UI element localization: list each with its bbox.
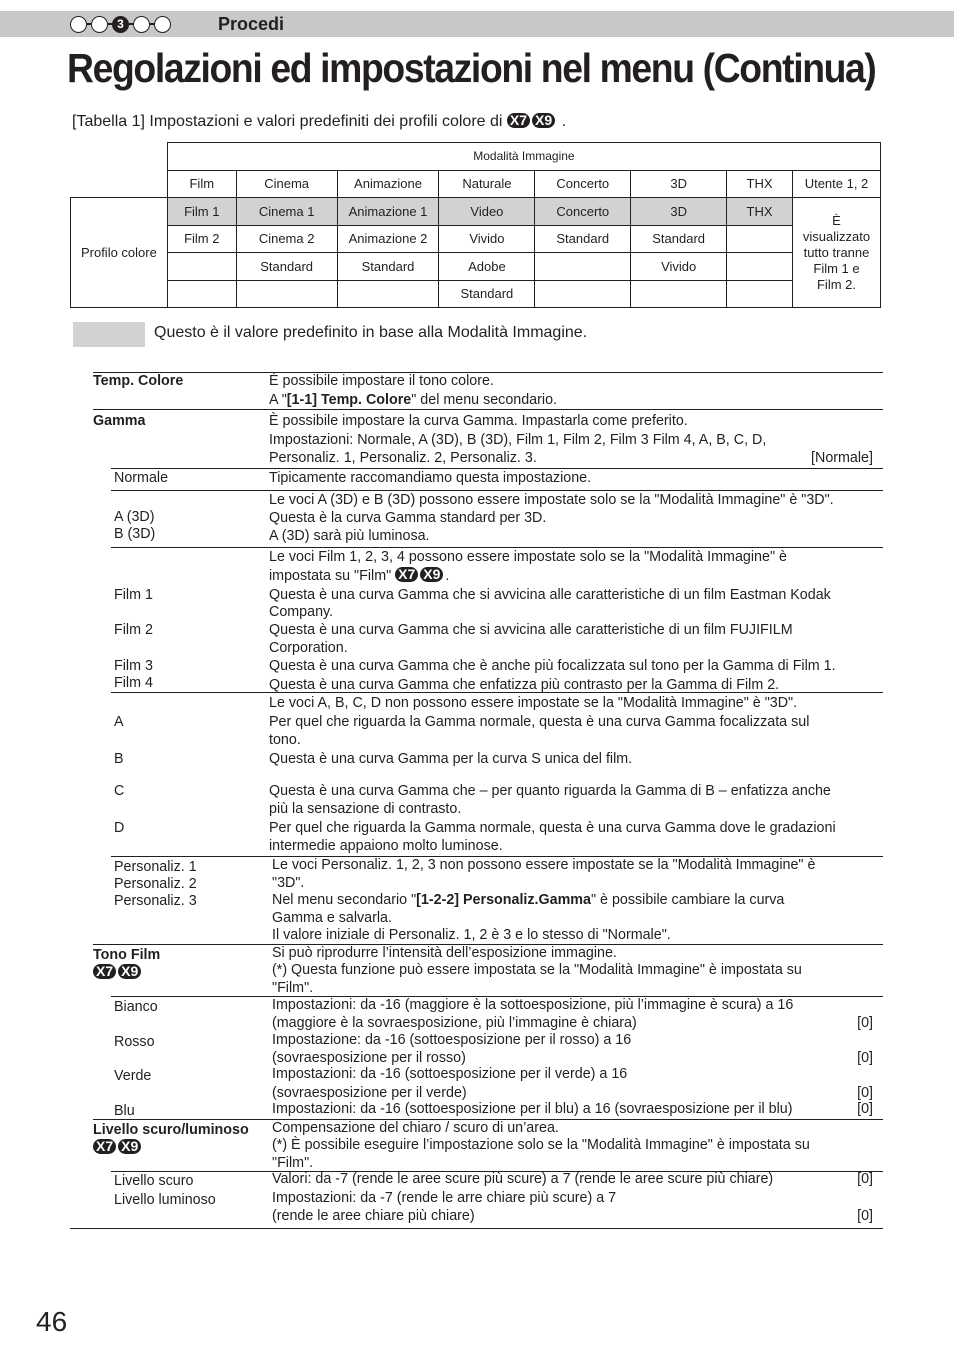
- default-value: [0]: [857, 1208, 873, 1224]
- text-line: [269, 732, 301, 750]
- model-badge-x9: X9: [118, 1139, 141, 1154]
- text-line: [272, 962, 802, 980]
- text-fragment: È possibile impostare la curva Gamma. Impastarla come preferito.: [269, 413, 688, 429]
- page-number: 46: [36, 1306, 68, 1337]
- text-fragment: (rende le aree chiare più chiare): [272, 1208, 475, 1224]
- table-cell: [167, 280, 236, 308]
- text-line: [269, 695, 797, 713]
- text-fragment: Temp. Colore: [93, 373, 184, 389]
- text-fragment: (*) Questa funzione può essere impostata se la "Modalità Immagine" è impostata su: [272, 962, 802, 978]
- text-fragment: " del menu secondario.: [411, 392, 557, 408]
- text-fragment: (maggiore è la sovraesposizione, più l’immagine è chiara): [272, 1015, 637, 1031]
- text-fragment: Le voci Personaliz. 1, 2, 3 non possono essere impostate se la "Modalità Immagine" è: [272, 857, 816, 873]
- text-fragment: Impostazione: da -16 (sottoesposizione per il rosso) a 16: [272, 1032, 632, 1048]
- column-header: Film: [167, 170, 236, 198]
- text-line: [272, 892, 784, 910]
- step-circle: 3: [112, 16, 129, 33]
- table-caption-text: [Tabella 1] Impostazioni e valori predefiniti dei profili colore di: [72, 113, 503, 130]
- table-cell: Standard: [439, 280, 535, 308]
- default-value: [0]: [857, 1171, 873, 1187]
- table-caption-end: .: [561, 113, 567, 130]
- table-cell: [236, 280, 337, 308]
- section-title: Procedi: [218, 14, 285, 34]
- default-value: [0]: [857, 1015, 873, 1031]
- default-value: [Normale]: [811, 450, 873, 466]
- text-fragment: Impostazioni: Normale, A (3D), B (3D), Film 1, Film 2, Film 3 Film 4, A, B, C, D,: [269, 432, 767, 448]
- text-fragment: Impostazioni: da -16 (sottoesposizione per il verde) a 16: [272, 1066, 628, 1082]
- text-line: [269, 450, 537, 468]
- text-line: [269, 658, 836, 676]
- text-fragment: impostata su "Film": [269, 568, 392, 584]
- text-fragment: Valori: da -7 (rende le aree scure più scure) a 7 (rende le aree scure più chiare): [272, 1171, 774, 1187]
- text-fragment: Gamma e salvarla.: [272, 910, 392, 926]
- text-fragment: Verde: [114, 1068, 152, 1084]
- table-cell: Film 2: [167, 225, 236, 253]
- text-fragment: Personaliz. 1: [114, 859, 197, 875]
- page-title: Regolazioni ed impostazioni nel menu (Continua): [67, 45, 876, 91]
- text-line: [269, 432, 766, 450]
- text-line: [269, 622, 793, 640]
- table-corner: [71, 143, 168, 171]
- table-header-row: [71, 170, 881, 198]
- table-cell: Standard: [337, 253, 439, 281]
- text-line: [272, 1085, 467, 1103]
- text-fragment: B: [114, 751, 124, 767]
- text-line: [272, 857, 815, 875]
- text-fragment: più la sensazione di contrasto.: [269, 801, 462, 817]
- text-fragment: Tono Film: [93, 947, 161, 963]
- text-line: [269, 392, 557, 410]
- model-badges: [93, 964, 143, 983]
- text-fragment: Personaliz. 1, Personaliz. 2, Personaliz. 3.: [269, 450, 537, 466]
- table-cell: [167, 253, 236, 281]
- text-line: [114, 714, 124, 732]
- text-fragment: Film 4: [114, 675, 153, 691]
- text-line: [114, 1192, 216, 1210]
- default-value: [0]: [857, 1050, 873, 1066]
- model-badge-x7: X7: [507, 113, 530, 128]
- text-line: [269, 604, 333, 622]
- text-fragment: Si può riprodurre l’intensità dell’esposizione immagine.: [272, 945, 617, 961]
- model-badge-x7: X7: [93, 1139, 116, 1154]
- table-cell: Vivido: [439, 225, 535, 253]
- table-cell: Vivido: [631, 253, 727, 281]
- table-cell: Standard: [236, 253, 337, 281]
- text-line: [272, 1190, 616, 1208]
- text-fragment: Normale: [114, 470, 169, 486]
- profile-table: [70, 142, 881, 308]
- text-fragment: Questa è la curva Gamma standard per 3D.: [269, 510, 547, 526]
- text-line: [114, 876, 197, 894]
- text-line: [269, 677, 779, 695]
- text-fragment: C: [114, 783, 125, 799]
- column-header: Utente 1, 2: [792, 170, 880, 198]
- step-circle: [91, 16, 108, 33]
- table-row: [71, 225, 881, 253]
- text-line: [269, 820, 836, 838]
- table-row: [71, 280, 881, 308]
- text-line: [269, 470, 591, 488]
- text-line: [114, 509, 155, 527]
- text-line: [269, 492, 834, 510]
- text-line: [272, 1032, 631, 1050]
- text-fragment: Personaliz. 2: [114, 876, 197, 892]
- text-fragment: (*) È possibile eseguire l’impostazione solo se la "Modalità Immagine" è impostata su: [272, 1137, 810, 1153]
- text-fragment: tono.: [269, 732, 301, 748]
- table-caption: [72, 112, 566, 132]
- note-line: visualizzato: [802, 228, 871, 244]
- model-badge-x7: X7: [395, 567, 418, 582]
- table-cell: Standard: [535, 225, 631, 253]
- text-line: [114, 622, 153, 640]
- text-line: [272, 875, 304, 893]
- table-cell: Adobe: [439, 253, 535, 281]
- text-fragment: Le voci Film 1, 2, 3, 4 possono essere impostate solo se la "Modalità Immagine" è: [269, 549, 787, 565]
- model-badge-x9: X9: [118, 964, 141, 979]
- model-badge-x7: X7: [93, 964, 116, 979]
- note-line: Film 2.: [816, 276, 856, 292]
- text-line: [269, 640, 348, 658]
- text-line: [114, 999, 158, 1017]
- text-line: [272, 1171, 773, 1189]
- column-header: Animazione: [337, 170, 439, 198]
- text-line: [114, 783, 124, 801]
- text-fragment: "Film".: [272, 1155, 314, 1171]
- table-cell: Concerto: [535, 198, 631, 226]
- text-line: [272, 945, 617, 963]
- text-fragment: [1-1] Temp. Colore: [286, 392, 412, 408]
- default-value: [0]: [857, 1101, 873, 1117]
- column-header: THX: [727, 170, 793, 198]
- text-fragment: (sovraesposizione per il verde): [272, 1085, 467, 1101]
- text-fragment: Personaliz. 3: [114, 893, 197, 909]
- text-line: [114, 820, 124, 838]
- table-cell: Animazione 2: [337, 225, 439, 253]
- text-fragment: Questa è una curva Gamma per la curva S unica del film.: [269, 751, 633, 767]
- text-fragment: Film 1: [114, 587, 153, 603]
- text-line: [114, 1034, 155, 1052]
- text-line: [272, 1066, 627, 1084]
- row-label: Profilo colore: [71, 198, 168, 308]
- text-line: [272, 910, 392, 928]
- text-line: [93, 373, 183, 391]
- note-line: Film 1 e: [813, 260, 860, 276]
- text-fragment: Bianco: [114, 999, 158, 1015]
- text-line: [269, 567, 449, 586]
- column-header: 3D: [631, 170, 727, 198]
- text-fragment: A (3D): [114, 509, 155, 525]
- text-line: [114, 1103, 135, 1121]
- text-line: [272, 1208, 475, 1226]
- table-cell: Animazione 1: [337, 198, 439, 226]
- text-line: [93, 1122, 249, 1140]
- model-badge-x9: X9: [532, 113, 555, 128]
- text-fragment: Per quel che riguarda la Gamma normale, questa è una curva Gamma dove le gradazioni: [269, 820, 836, 836]
- table-cell: [727, 280, 793, 308]
- text-line: [114, 675, 153, 693]
- text-fragment: Questa è una curva Gamma che si avvicina alle caratteristiche di un film Eastman Kodak: [269, 587, 831, 603]
- text-line: [114, 1068, 151, 1086]
- text-line: [269, 838, 503, 856]
- column-header: Cinema: [236, 170, 337, 198]
- text-line: [269, 751, 632, 769]
- text-fragment: "Film".: [272, 980, 314, 996]
- table-row: [71, 198, 881, 226]
- table-cell: Cinema 2: [236, 225, 337, 253]
- row-divider: [111, 468, 883, 469]
- text-fragment: Le voci A, B, C, D non possono essere impostate se la "Modalità Immagine" è "3D".: [269, 695, 798, 711]
- text-line: [272, 1155, 313, 1173]
- text-fragment: Corporation.: [269, 640, 348, 656]
- text-fragment: Nel menu secondario ": [272, 892, 417, 908]
- table-cell: THX: [727, 198, 793, 226]
- text-line: [114, 658, 153, 676]
- text-fragment: (sovraesposizione per il rosso): [272, 1050, 466, 1066]
- text-fragment: A ": [269, 392, 287, 408]
- text-fragment: Rosso: [114, 1034, 155, 1050]
- text-fragment: Gamma: [93, 413, 146, 429]
- text-fragment: .: [445, 568, 450, 584]
- legend-text: Questo è il valore predefinito in base alla Modalità Immagine.: [154, 324, 588, 341]
- row-divider: [70, 1228, 883, 1229]
- table-cell: [535, 253, 631, 281]
- text-line: [272, 1050, 466, 1068]
- text-line: [114, 1173, 193, 1191]
- text-line: [93, 413, 145, 431]
- table-corner: [71, 170, 168, 198]
- text-line: [269, 549, 787, 567]
- text-fragment: Per quel che riguarda la Gamma normale, questa è una curva Gamma focalizzata sul: [269, 714, 810, 730]
- text-fragment: Tipicamente raccomandiamo questa impostazione.: [269, 470, 592, 486]
- text-fragment: B (3D): [114, 526, 156, 542]
- text-fragment: Livello scuro/luminoso: [93, 1122, 249, 1138]
- text-fragment: D: [114, 820, 125, 836]
- table-row: [71, 143, 881, 171]
- note-line: È: [832, 212, 841, 228]
- text-line: [269, 801, 461, 819]
- text-line: [269, 413, 688, 431]
- column-header: Concerto: [535, 170, 631, 198]
- table-cell: [727, 225, 793, 253]
- text-fragment: Film 3: [114, 658, 153, 674]
- text-line: [269, 510, 546, 528]
- text-fragment: Questa è una curva Gamma che si avvicina alle caratteristiche di un film FUJIFILM: [269, 622, 793, 638]
- text-fragment: È possibile impostare il tono colore.: [269, 373, 494, 389]
- text-line: [272, 980, 313, 998]
- text-fragment: Impostazioni: da -16 (maggiore è la sottoesposizione, più l’immagine è scura) a 16: [272, 997, 794, 1013]
- table-cell: Standard: [631, 225, 727, 253]
- text-line: [269, 587, 831, 605]
- step-circle: [70, 16, 87, 33]
- step-indicator: [70, 14, 171, 34]
- text-fragment: Blu: [114, 1103, 135, 1119]
- text-fragment: Compensazione del chiaro / scuro di un’area.: [272, 1120, 559, 1136]
- text-fragment: Impostazioni: da -7 (rende le arre chiare più scure) a 7: [272, 1190, 617, 1206]
- text-line: [272, 1120, 559, 1138]
- text-line: [93, 947, 160, 965]
- table-cell: [535, 280, 631, 308]
- note-line: tutto tranne: [803, 244, 870, 260]
- text-line: [114, 587, 153, 605]
- text-line: [269, 714, 809, 732]
- text-fragment: Livello luminoso: [114, 1192, 216, 1208]
- text-fragment: A (3D) sarà più luminosa.: [269, 528, 430, 544]
- legend-swatch: [73, 322, 145, 347]
- text-line: [272, 997, 793, 1015]
- table-row: [71, 253, 881, 281]
- text-fragment: intermedie appaiono molto luminose.: [269, 838, 503, 854]
- row-divider: [111, 547, 883, 548]
- table-cell: Cinema 1: [236, 198, 337, 226]
- table-cell: Video: [439, 198, 535, 226]
- default-value: [0]: [857, 1085, 873, 1101]
- text-line: [269, 373, 494, 391]
- user-mode-note: [792, 198, 880, 308]
- text-line: [269, 783, 831, 801]
- text-fragment: Il valore iniziale di Personaliz. 1, 2 è 3 e lo stesso di "Normale".: [272, 927, 671, 943]
- text-fragment: Questa è una curva Gamma che – per quanto riguarda la Gamma di B – enfatizza anche: [269, 783, 831, 799]
- text-fragment: " è possibile cambiare la curva: [590, 892, 785, 908]
- text-fragment: Livello scuro: [114, 1173, 194, 1189]
- step-circle: [154, 16, 171, 33]
- text-fragment: Le voci A (3D) e B (3D) possono essere impostate solo se la "Modalità Immagine" è "3D".: [269, 492, 834, 508]
- table-cell: [727, 253, 793, 281]
- text-line: [272, 1101, 793, 1119]
- model-badge-x9: X9: [420, 567, 443, 582]
- text-fragment: Questa è una curva Gamma che è anche più focalizzata sul tono per la Gamma di Film 1.: [269, 658, 836, 674]
- column-header: Naturale: [439, 170, 535, 198]
- table-cell: [631, 280, 727, 308]
- text-line: [114, 859, 197, 877]
- text-fragment: Impostazioni: da -16 (sottoesposizione per il blu) a 16 (sovraesposizione per il blu): [272, 1101, 793, 1117]
- text-line: [272, 1137, 810, 1155]
- text-line: [114, 470, 168, 488]
- text-line: [114, 893, 197, 911]
- table-cell: Film 1: [167, 198, 236, 226]
- text-line: [272, 1015, 637, 1033]
- table-cell: [337, 280, 439, 308]
- text-line: [269, 528, 430, 546]
- text-fragment: Company.: [269, 604, 334, 620]
- text-fragment: Questa è una curva Gamma che enfatizza più contrasto per la Gamma di Film 2.: [269, 677, 780, 693]
- text-fragment: Film 2: [114, 622, 153, 638]
- text-line: [114, 751, 124, 769]
- text-line: [114, 526, 155, 544]
- group-header: Modalità Immagine: [167, 143, 880, 171]
- text-line: [272, 927, 671, 945]
- text-fragment: A: [114, 714, 124, 730]
- row-divider: [111, 490, 883, 491]
- step-circle: [133, 16, 150, 33]
- model-badges: [93, 1139, 143, 1158]
- text-fragment: [1-2-2] Personaliz.Gamma: [416, 892, 591, 908]
- table-cell: 3D: [631, 198, 727, 226]
- text-fragment: "3D".: [272, 875, 305, 891]
